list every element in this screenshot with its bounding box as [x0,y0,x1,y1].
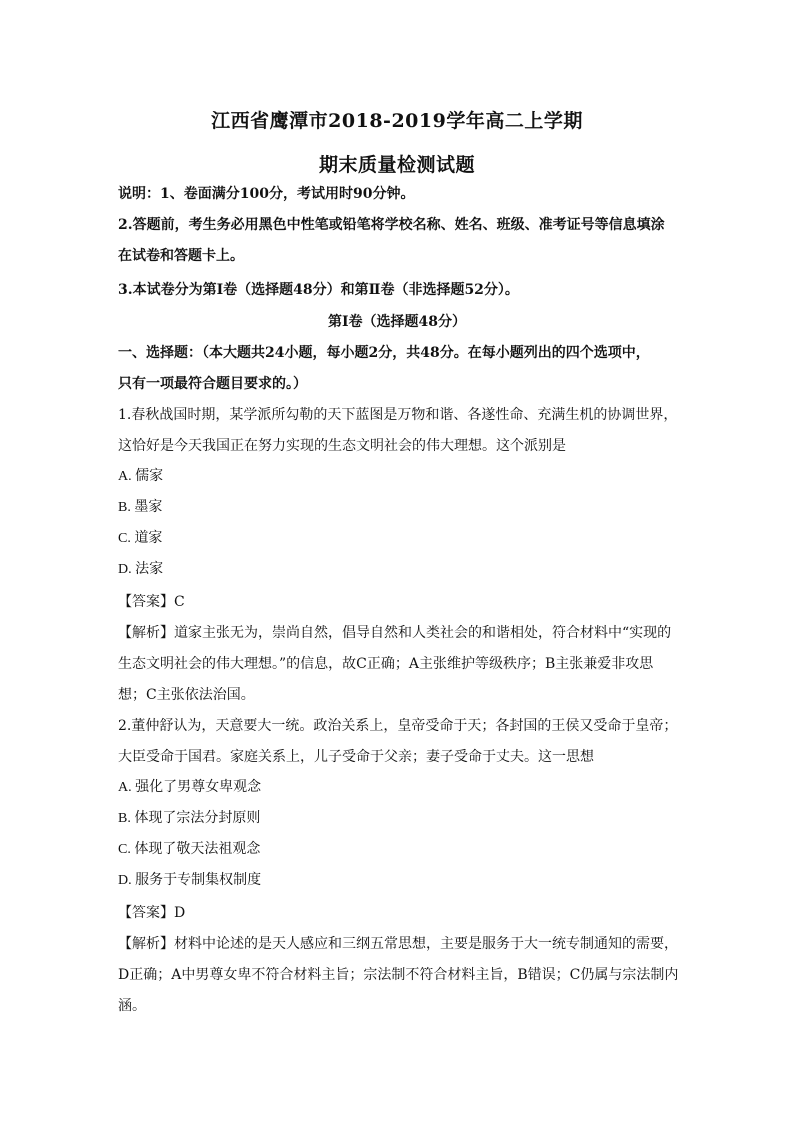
note-1: 说明：1、卷面满分100分，考试用时90分钟。 [118,186,415,202]
question-2-answer: 【答案】D [118,905,186,921]
question-2-option-b: B. 体现了宗法分封原则 [118,811,261,826]
question-1-option-b: B. 墨家 [118,500,163,515]
question-1-option-c: C. 道家 [118,531,163,546]
question-1-option-a: A. 儒家 [118,469,164,484]
question-2-option-a: A. 强化了男尊女卑观念 [118,780,262,795]
question-2-analysis-line2: D正确；A中男尊女卑不符合材料主旨；宗法制不符合材料主旨，B错误；C仍属与宗法制内 [118,967,679,983]
question-1-option-d: D. 法家 [118,562,164,577]
question-1-answer: 【答案】C [118,594,185,610]
exam-title-line2: 期末质量检测试题 [318,154,475,176]
question-2-analysis-line1: 【解析】材料中论述的是天人感应和三纲五常思想，主要是服务于大一统专制通知的需要， [118,936,678,952]
question-2-option-c: C. 体现了敬天法祖观念 [118,842,261,857]
question-1-analysis-line3: 想；C主张依法治国。 [118,687,255,703]
question-1-analysis-line2: 生态文明社会的伟大理想。”的信息，故C正确；A主张维护等级秩序；B主张兼爱非攻思 [118,656,654,672]
section-title: 第Ⅰ卷（选择题48分） [327,314,467,330]
question-2-stem-line1: 2.董仲舒认为，天意要大一统。政治关系上，皇帝受命于天；各封国的王侯又受命于皇帝； [118,718,678,734]
question-1-analysis-line1: 【解析】道家主张无为，崇尚自然，倡导自然和人类社会的和谐相处，符合材料中“实现的 [118,625,672,641]
section-instructions-2: 只有一项最符合题目要求的。） [118,376,307,392]
note-2: 2.答题前，考生务必用黑色中性笔或铅笔将学校名称、姓名、班级、准考证号等信息填涂 [118,217,665,233]
question-1-stem-line2: 这恰好是今天我国正在努力实现的生态文明社会的伟大理想。这个派别是 [118,438,566,454]
question-2-stem-line2: 大臣受命于国君。家庭关系上，儿子受命于父亲；妻子受命于丈夫。这一思想 [118,749,594,765]
note-3: 3.本试卷分为第Ⅰ卷（选择题48分）和第Ⅱ卷（非选择题52分）。 [118,282,519,298]
question-2-analysis-line3: 涵。 [118,998,146,1014]
question-2-option-d: D. 服务于专制集权制度 [118,873,262,888]
section-instructions-1: 一、选择题：（本大题共24小题，每小题2分，共48分。在每小题列出的四个选项中， [118,345,650,361]
note-2-cont: 在试卷和答题卡上。 [118,248,244,264]
question-1-stem-line1: 1.春秋战国时期，某学派所勾勒的天下蓝图是万物和谐、各遂性命、充满生机的协调世界， [118,407,678,423]
exam-title-line1: 江西省鹰潭市2018-2019学年高二上学期 [211,110,583,132]
